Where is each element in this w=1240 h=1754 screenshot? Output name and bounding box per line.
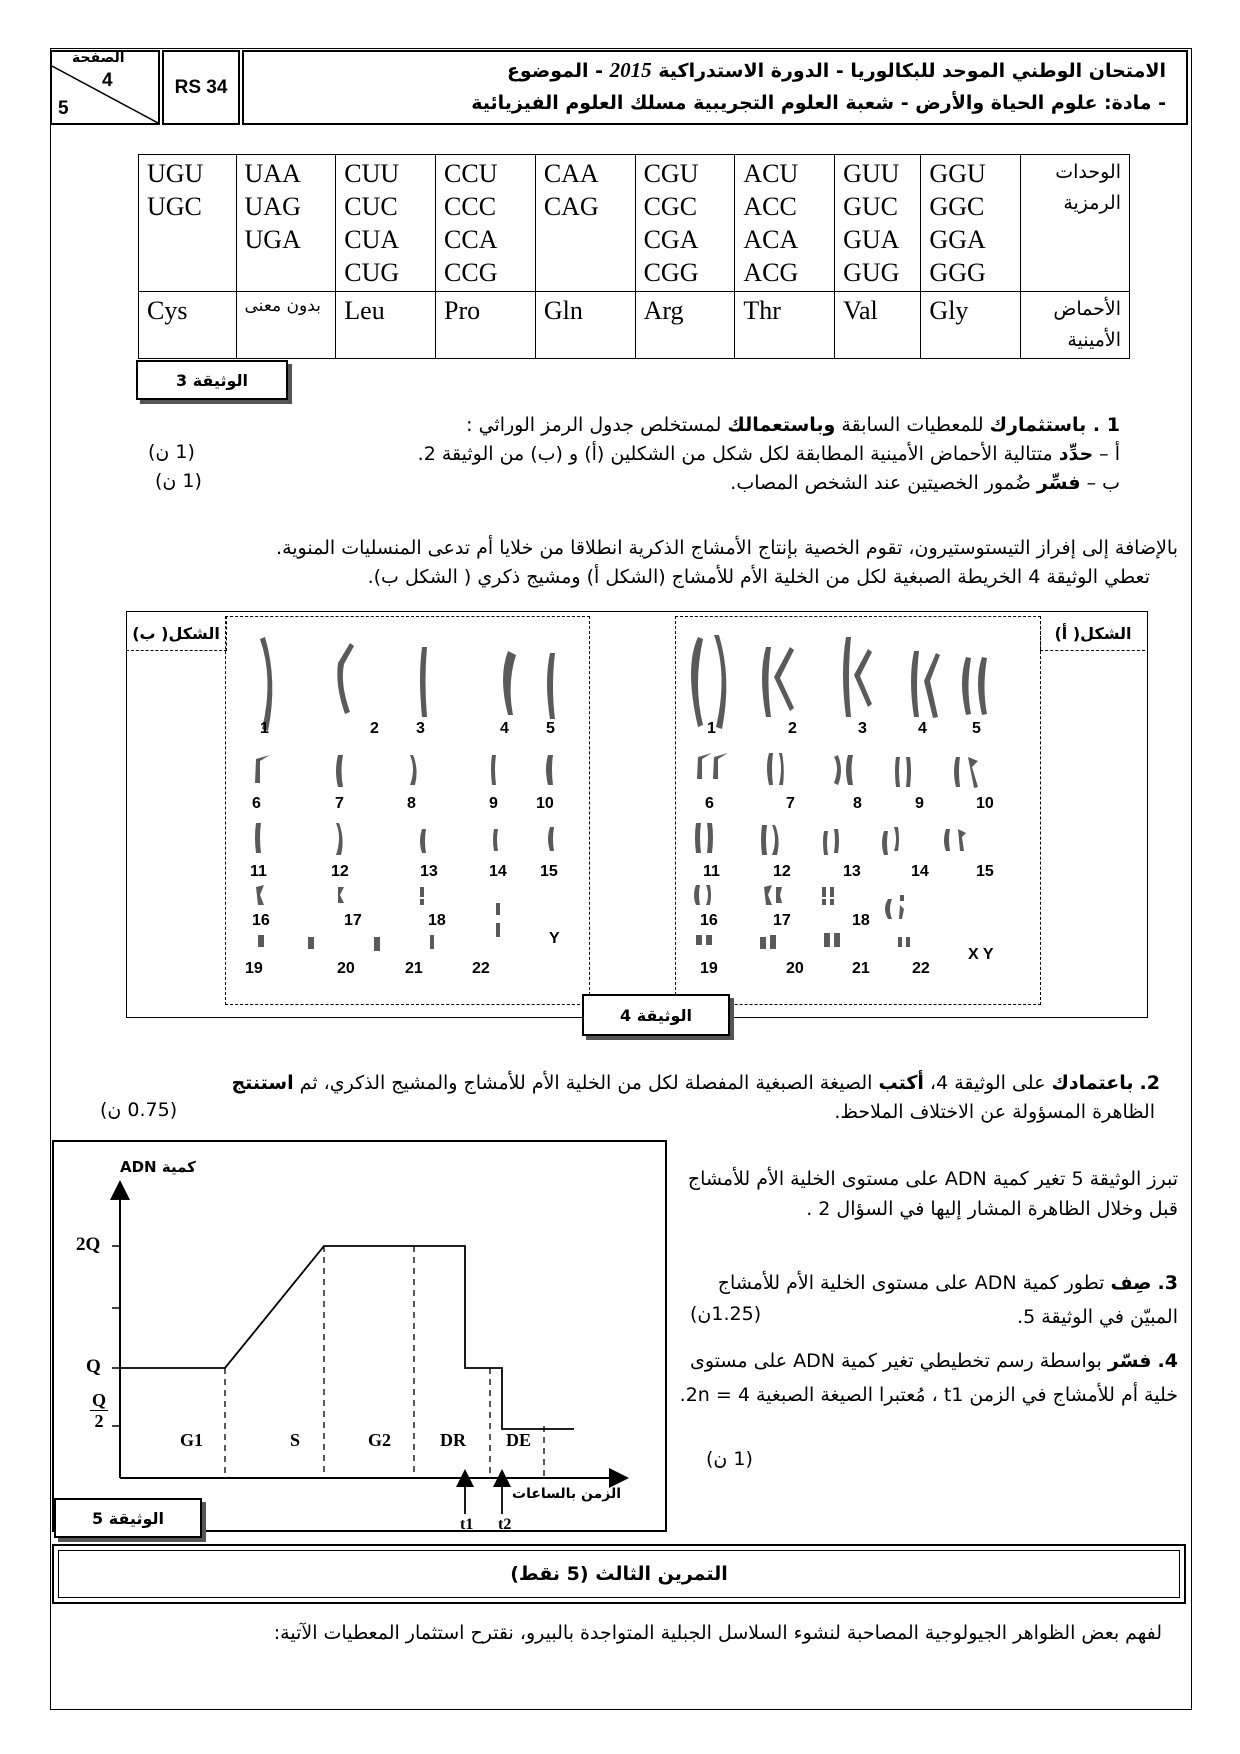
chrom-number: 4: [918, 720, 927, 737]
chrom-number: 13: [420, 863, 438, 880]
chrom-number: 11: [250, 863, 267, 880]
chrom-number: 15: [976, 863, 994, 880]
dna-curve: [120, 1246, 574, 1429]
doc4-label: الوثيقة 4: [582, 994, 730, 1036]
chrom-number: 12: [773, 863, 791, 880]
chrom-number: 22: [472, 960, 490, 977]
y-axis-label: كمية ADN: [120, 1158, 196, 1176]
chrom-number: 1: [707, 720, 716, 737]
chrom-number: 10: [976, 795, 994, 812]
chrom-number: 15: [540, 863, 558, 880]
chrom-number: 6: [705, 795, 714, 812]
phase-g2: G2: [368, 1430, 392, 1450]
amino-row: [139, 292, 1130, 359]
chrom-number: 17: [344, 912, 362, 929]
codon-row-label: الوحدات الرمزية: [1021, 155, 1130, 292]
chrom-number: 19: [245, 960, 263, 977]
y-tick-q: Q: [86, 1356, 101, 1377]
exercise3-title: التمرين الثالث (5 نقط): [58, 1550, 1180, 1598]
chrom-number: 14: [489, 863, 507, 880]
chromosome-pairs-a: [691, 635, 987, 949]
amino-cell: Cys: [139, 292, 237, 359]
chrom-number: 18: [852, 912, 870, 929]
chrom-number: 12: [331, 863, 349, 880]
q1-a-points: (1 ن): [148, 441, 195, 463]
chrom-number: 3: [858, 720, 867, 737]
chrom-number: 17: [773, 912, 791, 929]
chrom-number: 11: [703, 863, 720, 880]
codon-table: [138, 154, 1130, 359]
page-total: 5: [58, 98, 69, 119]
codon-cell: ACU ACC ACA ACG: [735, 155, 835, 292]
page-label: الصفحة: [72, 50, 125, 66]
phase-dr: DR: [440, 1430, 466, 1450]
chrom-number: 5: [972, 720, 981, 737]
amino-cell: Gly: [921, 292, 1021, 359]
amino-cell: بدون معنى: [236, 292, 336, 359]
y-tick-half-q: Q 2: [91, 1390, 106, 1431]
chrom-number: 10: [536, 795, 554, 812]
doc3-label: الوثيقة 3: [136, 360, 288, 400]
chrom-number: 7: [335, 795, 344, 812]
amino-cell: Leu: [336, 292, 436, 359]
header-line2: - مادة: علوم الحياة والأرض - شعبة العلوم التجريبية مسلك العلوم الفيزيائية: [471, 92, 1166, 114]
t2-label: t2: [498, 1516, 512, 1533]
figure-a-label: الشكل( أ): [1040, 616, 1145, 651]
sex-chrom-label-a: X Y: [968, 946, 994, 963]
chrom-number: 21: [852, 960, 870, 977]
doc5-label: الوثيقة 5: [54, 1498, 202, 1538]
chrom-number: 4: [500, 720, 509, 737]
exercise3-title-box: [52, 1544, 1186, 1604]
amino-row-label: الأحماض الأمينية: [1021, 292, 1130, 359]
page-number: 4: [102, 70, 113, 91]
t1-label: t1: [460, 1516, 474, 1533]
exam-code: RS 34: [162, 50, 240, 125]
chrom-number: 22: [912, 960, 930, 977]
q1-a: أ – حدِّد متتالية الأحماض الأمينية المطابقة لكل شكل من الشكلين (أ) و (ب) من الوثيقة 2.: [417, 443, 1120, 465]
chrom-number: 2: [370, 720, 379, 737]
header-line1: الامتحان الوطني الموحد للبكالوريا - الدورة الاستدراكية 2015 - الموضوع: [506, 58, 1166, 82]
y-tick-2q: 2Q: [76, 1234, 101, 1255]
chrom-number: 21: [405, 960, 423, 977]
q1-intro: 1 . باستثمارك للمعطيات السابقة وباستعمالك لمستخلص جدول الرمز الوراثي :: [466, 414, 1120, 436]
sex-chrom-label-b: Y: [549, 930, 560, 947]
phase-s: S: [290, 1430, 301, 1450]
q2-line2: الظاهرة المسؤولة عن الاختلاف الملاحظ.: [834, 1101, 1155, 1123]
codon-row: [139, 155, 1130, 292]
x-axis-label: الزمن بالساعات: [512, 1486, 622, 1502]
chrom-number: 13: [843, 863, 861, 880]
chrom-number: 16: [700, 912, 718, 929]
chrom-number: 3: [416, 720, 425, 737]
amino-cell: Gln: [535, 292, 635, 359]
phase-g1: G1: [180, 1430, 204, 1450]
doc4-intro-line1: بالإضافة إلى إفراز التيستوستيرون، تقوم الخصية بإنتاج الأمشاج الذكرية انطلاقا من خلايا أم تدعى المنسليات المنوية.: [276, 537, 1178, 559]
doc5-description: تبرز الوثيقة 5 تغير كمية ADN على مستوى الخلية الأم للأمشاج قبل وخلال الظاهرة المشار إليها في السؤال 2 .: [687, 1168, 1178, 1220]
exercise3-intro: لفهم بعض الظواهر الجيولوجية المصاحبة لنشوء السلاسل الجبلية المتواجدة بالبيرو، نقترح استثمار المعطيات الآتية:: [273, 1622, 1162, 1644]
chrom-number: 2: [788, 720, 797, 737]
q3-points: (1.25ن): [690, 1303, 762, 1325]
q2-points: (0.75 ن): [100, 1099, 178, 1121]
chrom-number: 1: [260, 720, 269, 737]
phase-de: DE: [506, 1430, 532, 1450]
chrom-number: 20: [786, 960, 804, 977]
chrom-number: 7: [786, 795, 795, 812]
page-number-box: [50, 50, 160, 125]
dna-graph: [54, 1142, 666, 1530]
chrom-number: 14: [911, 863, 929, 880]
q4: 4. فسّر بواسطة رسم تخطيطي تغير كمية ADN على مستوى خلية أم للأمشاج في الزمن t1 ، مُعتبرا الصيغة الصبغية 2n = 4.: [679, 1350, 1178, 1406]
amino-cell: Arg: [635, 292, 735, 359]
q1-b: ب – فسِّر ضُمور الخصيتين عند الشخص المصاب.: [730, 472, 1120, 494]
q4-points: (1 ن): [706, 1448, 753, 1470]
codon-cell: GGU GGC GGA GGG: [921, 155, 1021, 292]
chrom-number: 19: [700, 960, 718, 977]
figure-b-label: الشكل( ب): [126, 616, 227, 651]
codon-cell: CGU CGC CGA CGG: [635, 155, 735, 292]
amino-cell: Thr: [735, 292, 835, 359]
chrom-number: 18: [428, 912, 446, 929]
codon-cell: GUU GUC GUA GUG: [835, 155, 921, 292]
chrom-number: 8: [407, 795, 416, 812]
chrom-number: 20: [337, 960, 355, 977]
q3: 3. صِف تطور كمية ADN على مستوى الخلية الأم للأمشاج المبيّن في الوثيقة 5.: [717, 1272, 1178, 1328]
chromosomes-b: [255, 637, 555, 951]
chrom-number: 6: [252, 795, 261, 812]
doc4-intro-line2: تعطي الوثيقة 4 الخريطة الصبغية لكل من الخلية الأم للأمشاج (الشكل أ) ومشيج ذكري ( الشكل ب).: [367, 566, 1150, 588]
header-title-box: [242, 50, 1188, 125]
q2-line1: 2. باعتمادك على الوثيقة 4، أكتب الصيغة الصبغية المفصلة لكل من الخلية الأم للأمشاج والمشيج الذكري، ثم استنتج: [231, 1072, 1160, 1094]
chrom-number: 16: [252, 912, 270, 929]
codon-cell: CCU CCC CCA CCG: [436, 155, 536, 292]
chrom-number: 8: [853, 795, 862, 812]
codon-cell: UGU UGC: [139, 155, 237, 292]
codon-cell: CAA CAG: [535, 155, 635, 292]
chrom-number: 9: [489, 795, 498, 812]
codon-cell: UAA UAG UGA: [236, 155, 336, 292]
q1-b-points: (1 ن): [155, 470, 202, 492]
chrom-number: 9: [915, 795, 924, 812]
codon-cell: CUU CUC CUA CUG: [336, 155, 436, 292]
amino-cell: Val: [835, 292, 921, 359]
amino-cell: Pro: [436, 292, 536, 359]
chrom-number: 5: [546, 720, 555, 737]
